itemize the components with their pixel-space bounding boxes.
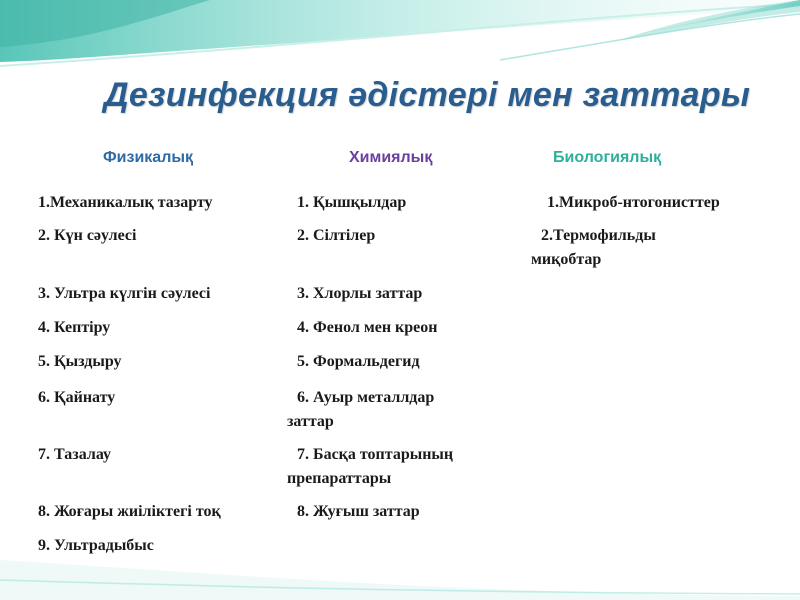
biological-item: 2.Термофильды <box>541 227 656 244</box>
chemical-item: 4. Фенол мен креон <box>297 319 438 336</box>
physical-item: 1.Механикалық тазарту <box>38 194 213 211</box>
physical-item: 4. Кептіру <box>38 319 111 336</box>
physical-item: 8. Жоғары жиіліктегі тоқ <box>38 503 221 520</box>
biological-item-continued: миқобтар <box>531 251 602 268</box>
physical-item: 7. Тазалау <box>38 446 112 463</box>
physical-item: 9. Ультрадыбыс <box>38 537 154 554</box>
header-chemical: Химиялық <box>349 149 433 166</box>
chemical-item: 3. Хлорлы заттар <box>297 285 423 302</box>
physical-item: 3. Ультра күлгін сәулесі <box>38 285 211 302</box>
physical-item: 6. Қайнату <box>38 389 116 406</box>
chemical-item: 1. Қышқылдар <box>297 194 407 211</box>
chemical-item: 8. Жуғыш заттар <box>297 503 420 520</box>
slide-title: Дезинфекция әдістері мен заттары <box>104 76 751 114</box>
physical-item: 5. Қыздыру <box>38 353 122 370</box>
biological-item: 1.Микроб-нтогонисттер <box>547 194 720 211</box>
physical-item: 2. Күн сәулесі <box>38 227 137 244</box>
chemical-item-continued: препараттары <box>287 470 392 487</box>
header-biological: Биологиялық <box>553 149 662 166</box>
chemical-item: 2. Сілтілер <box>297 227 376 244</box>
header-physical: Физикалық <box>103 149 194 166</box>
chemical-item: 6. Ауыр металлдар <box>297 389 435 406</box>
chemical-item: 7. Басқа топтарының <box>297 446 454 463</box>
chemical-item-continued: заттар <box>287 413 334 430</box>
chemical-item: 5. Формальдегид <box>297 353 420 370</box>
